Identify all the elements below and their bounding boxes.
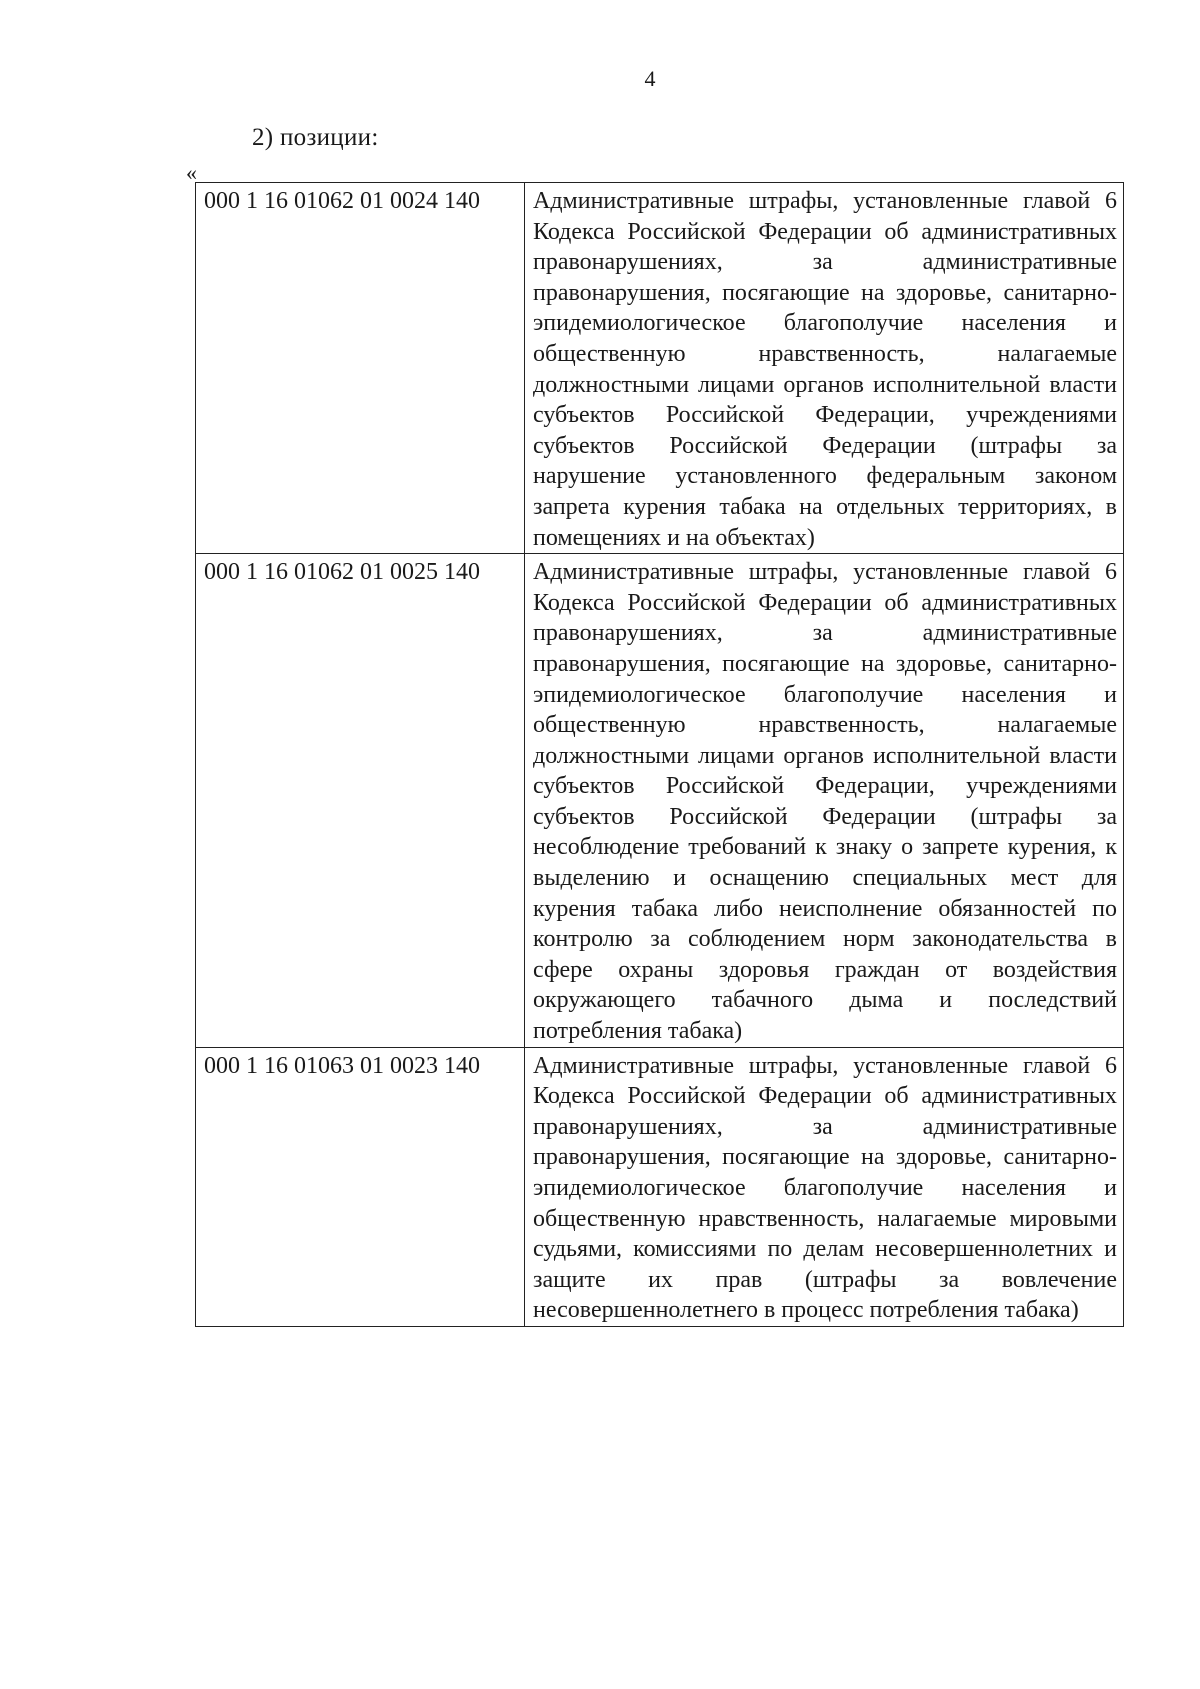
table-row [196,183,1124,554]
budget-code-cell: 000 1 16 01063 01 0023 140 [196,1047,525,1326]
table-row [196,554,1124,1048]
table-row [196,1047,1124,1326]
opening-quote-mark: « [186,160,197,185]
description-cell: Административные штрафы, установленные главой 6 Кодекса Российской Федерации об административных правонарушениях, за административные правонарушения, посягающие на здоровье, санитарно-эпидемиологическое благополучие населения и общественную нравственность, налагаемые должностными лицами органов исполнительной власти субъектов Российской Федерации, учреждениями субъектов Российской Федерации (штрафы за несоблюдение требований к знаку о запрете курения, к выделению и оснащению специальных мест для курения табака либо неисполнение обязанностей по контролю за соблюдением норм законодательства в сфере охраны здоровья граждан от воздействия окружающего табачного дыма и последствий потребления табака) [525,554,1124,1048]
budget-code-cell: 000 1 16 01062 01 0025 140 [196,554,525,1048]
section-intro: 2) позиции: [252,124,379,151]
budget-code-cell: 000 1 16 01062 01 0024 140 [196,183,525,554]
description-cell: Административные штрафы, установленные главой 6 Кодекса Российской Федерации об административных правонарушениях, за административные правонарушения, посягающие на здоровье, санитарно-эпидемиологическое благополучие населения и общественную нравственность, налагаемые должностными лицами органов исполнительной власти субъектов Российской Федерации, учреждениями субъектов Российской Федерации (штрафы за нарушение установленного федеральным законом запрета курения табака на отдельных территориях, в помещениях и на объектах) [525,183,1124,554]
budget-codes-table [195,182,1124,1327]
page-number: 4 [644,66,656,91]
description-cell: Административные штрафы, установленные главой 6 Кодекса Российской Федерации об административных правонарушениях, за административные правонарушения, посягающие на здоровье, санитарно-эпидемиологическое благополучие населения и общественную нравственность, налагаемые мировыми судьями, комиссиями по делам несовершеннолетних и защите их прав (штрафы за вовлечение несовершеннолетнего в процесс потребления табака) [525,1047,1124,1326]
